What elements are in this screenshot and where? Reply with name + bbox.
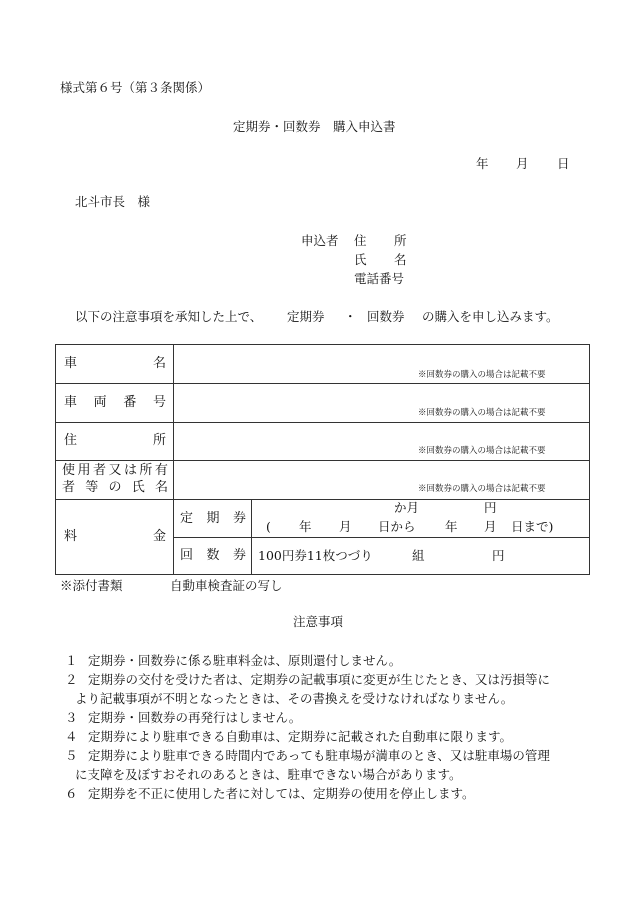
row-label-car-name: 車 名 (64, 356, 166, 371)
row-label-owner-name-line2: 者 等 の 氏 名 (62, 480, 168, 495)
notes-heading: 注意事項 (293, 614, 344, 629)
teiki-day-from: 日から (378, 519, 416, 534)
date-day-label: 日 (557, 156, 570, 171)
note-text: 定期券により駐車できる時間内であっても駐車場が満車のとき、又は駐車場の管理 (88, 748, 550, 763)
teiki-open-paren: ( (266, 519, 271, 534)
address-label-char: 住 (354, 233, 367, 248)
attachment-value: 自動車検査証の写し (170, 578, 283, 593)
form-title: 定期券・回数券 購入申込書 (233, 119, 396, 134)
name-label-char: 名 (394, 252, 407, 267)
option-teiki[interactable]: 定期券 (287, 309, 325, 324)
kaisu-field[interactable] (252, 538, 589, 574)
note-text-cont: より記載事項が不明となったときは、その書換えを受けなければなりません。 (75, 691, 514, 706)
applicant-label: 申込者 (301, 233, 339, 248)
kaisu-yen: 円 (492, 548, 505, 563)
row-note: ※回数券の購入の場合は記載不要 (418, 446, 546, 456)
intro-text: 以下の注意事項を承知した上で、 (75, 309, 263, 324)
note-number: ４ (65, 729, 78, 744)
note-number: ２ (65, 672, 78, 687)
note-number: ６ (65, 786, 78, 801)
row-label-fee: 料 金 (64, 529, 166, 544)
fee-kaisu-label: 回 数 券 (180, 548, 246, 563)
row-label-address: 住 所 (64, 433, 166, 448)
form-number: 様式第６号（第３条関係） (60, 80, 211, 95)
application-table (55, 344, 590, 575)
name-label-char: 氏 (354, 252, 367, 267)
teiki-yen: 円 (484, 500, 497, 515)
teiki-months: か月 (394, 500, 420, 515)
teiki-month-from: 月 (339, 519, 352, 534)
note-text: 定期券の交付を受けた者は、定期券の記載事項に変更が生じたとき、又は汚損等に (88, 672, 551, 687)
note-text: 定期券・回数券に係る駐車料金は、原則還付しません。 (88, 653, 402, 668)
row-label-plate-number: 車 両 番 号 (64, 395, 166, 410)
addressee: 北斗市長 様 (75, 194, 151, 209)
note-text: 定期券を不正に使用した者に対しては、定期券の使用を停止します。 (88, 786, 475, 801)
option-kaisu[interactable]: 回数券 (367, 309, 405, 324)
kaisu-description: 100円券11枚つづり (258, 548, 373, 563)
option-separator: ・ (344, 309, 357, 324)
date-month-label: 月 (516, 156, 529, 171)
kaisu-set: 組 (412, 548, 425, 563)
intro-suffix: の購入を申し込みます。 (422, 309, 559, 324)
note-number: ５ (65, 748, 78, 763)
teiki-field[interactable] (252, 500, 589, 537)
row-note: ※回数券の購入の場合は記載不要 (418, 484, 546, 494)
teiki-year-from: 年 (299, 519, 312, 534)
note-text: 定期券・回数券の再発行はしません。 (88, 710, 302, 725)
row-note: ※回数券の購入の場合は記載不要 (418, 370, 546, 380)
attachment-label: ※添付書類 (60, 578, 123, 593)
teiki-month-to: 月 (484, 519, 497, 534)
note-text-cont: に支障を及ぼすおそれのあるときは、駐車できない場合があります。 (75, 767, 462, 782)
row-label-owner-name-line1: 使 用 者 又 は 所 有 (62, 463, 168, 478)
phone-label: 電話番号 (354, 271, 405, 286)
address-label-char: 所 (394, 233, 407, 248)
note-number: ３ (65, 710, 78, 725)
teiki-year-to: 年 (445, 519, 458, 534)
row-note: ※回数券の購入の場合は記載不要 (418, 408, 546, 418)
teiki-day-to: 日まで) (511, 519, 554, 534)
fee-teiki-label: 定 期 券 (180, 511, 246, 526)
note-number: １ (65, 653, 78, 668)
note-text: 定期券により駐車できる自動車は、定期券に記載された自動車に限ります。 (88, 729, 513, 744)
date-year-label: 年 (476, 156, 489, 171)
